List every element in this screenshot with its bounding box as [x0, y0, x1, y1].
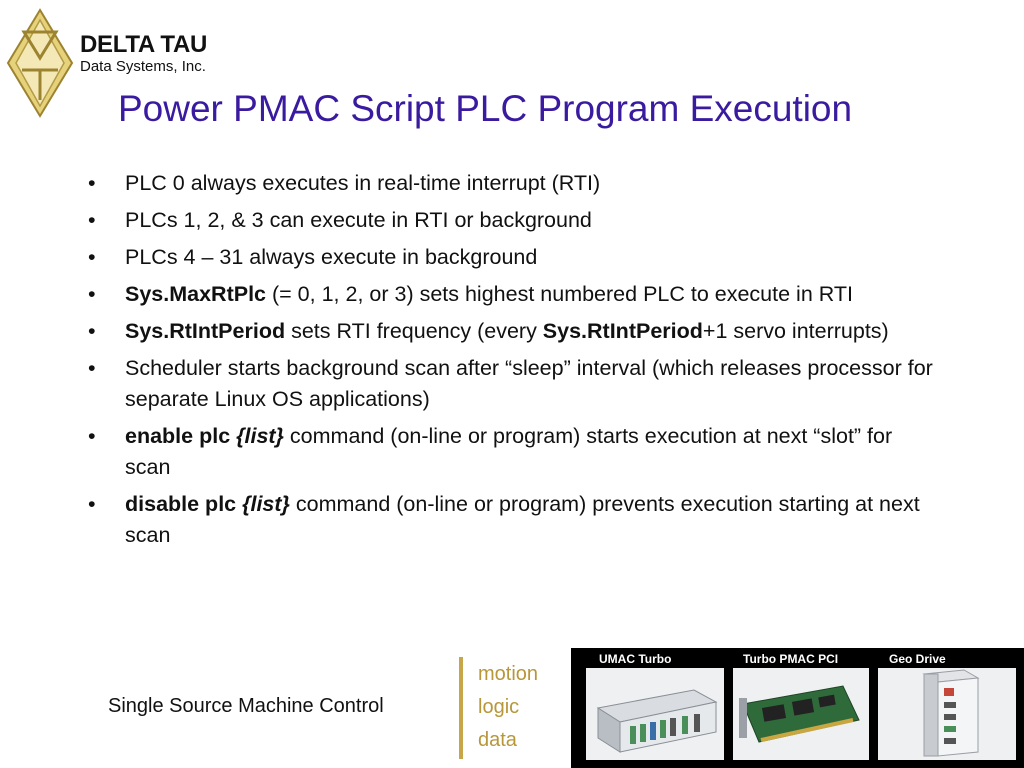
bullet-marker: • [88, 424, 96, 448]
bullet-text: {list} [242, 492, 290, 516]
company-name: DELTA TAU [80, 31, 208, 58]
footer-word-motion: motion [478, 663, 539, 685]
bullet-item [88, 489, 938, 551]
company-subtitle: Data Systems, Inc. [80, 58, 206, 75]
bullet-item [88, 316, 938, 347]
footer-divider [459, 657, 463, 759]
bullet-text: PLCs 4 – 31 always execute in background [125, 245, 538, 269]
bullet-text: PLC 0 always executes in real-time interrupt (RTI) [125, 171, 601, 195]
product-label-geo-drive: Geo Drive [889, 652, 946, 666]
bullet-list [88, 168, 938, 557]
product-strip [571, 648, 1024, 768]
bullet-text: command (on-line or program) starts execution at next “slot” for scan [125, 424, 893, 479]
geo-drive-image [878, 668, 1016, 760]
bullet-text: command (on-line or program) prevents execution starting at next scan [125, 492, 920, 547]
bullet-text: Sys.MaxRtPlc [125, 282, 267, 306]
bullet-text: PLCs 1, 2, & 3 can execute in RTI or background [125, 208, 592, 232]
footer-word-data: data [478, 729, 517, 751]
bullet-text: disable plc [125, 492, 243, 516]
footer-words [478, 658, 538, 757]
product-label-umac-turbo: UMAC Turbo [599, 652, 672, 666]
company-block [80, 32, 207, 76]
bullet-item [88, 353, 938, 415]
slide-title: Power PMAC Script PLC Program Execution [118, 88, 853, 129]
delta-tau-logo-icon [6, 8, 74, 118]
bullet-item [88, 242, 938, 273]
bullet-marker: • [88, 282, 96, 306]
bullet-item [88, 421, 938, 483]
bullet-text: Sys.RtIntPeriod [125, 319, 286, 343]
bullet-item [88, 168, 938, 199]
footer-tagline: Single Source Machine Control [108, 695, 384, 717]
footer-word-logic: logic [478, 696, 520, 718]
bullet-marker: • [88, 492, 96, 516]
bullet-text: Sys.RtIntPeriod [542, 319, 703, 343]
bullet-text: {list} [236, 424, 284, 448]
bullet-text: (= 0, 1, 2, or 3) sets highest numbered PLC to execute in RTI [266, 282, 853, 306]
bullet-item [88, 279, 938, 310]
bullet-text: +1 servo interrupts) [702, 319, 889, 343]
bullet-text: enable plc [125, 424, 237, 448]
bullet-marker: • [88, 208, 96, 232]
product-label-turbo-pmac-pci: Turbo PMAC PCI [743, 652, 839, 666]
turbo-pmac-pci-image [733, 668, 869, 760]
bullet-marker: • [88, 356, 96, 380]
bullet-marker: • [88, 171, 96, 195]
umac-turbo-image [586, 668, 724, 760]
bullet-item [88, 205, 938, 236]
bullet-marker: • [88, 319, 96, 343]
bullet-text: Scheduler starts background scan after “sleep” interval (which releases processor for separate Linux OS applications) [125, 356, 933, 411]
bullet-marker: • [88, 245, 96, 269]
bullet-text: sets RTI frequency (every [285, 319, 543, 343]
